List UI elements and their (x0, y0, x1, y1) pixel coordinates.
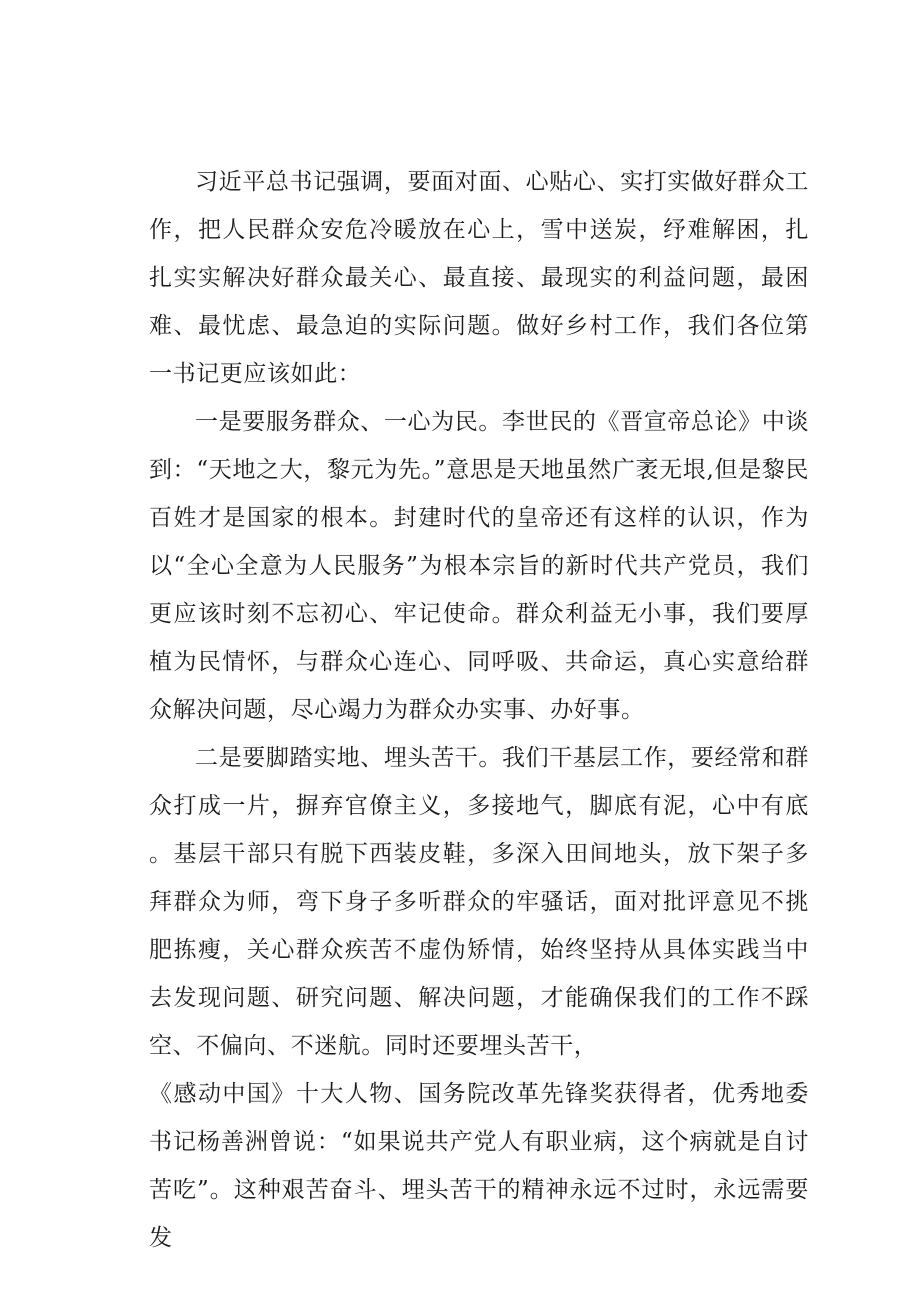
paragraph-serve-the-people: 一是要服务群众、一心为民。李世民的《晋宣帝总论》中谈到：“天地之大，黎元为先。”意思是天地虽然广袤无垠,但是黎民百姓才是国家的根本。封建时代的皇帝还有这样的认识，作为以“全心全意为人民服务”为根本宗旨的新时代共产党员，我们更应该时刻不忘初心、牢记使命。群众利益无小事，我们要厚植为民情怀，与群众心连心、同呼吸、共命运，真心实意给群众解决问题，尽心竭力为群众办实事、办好事。 (149, 409, 809, 723)
paragraph-intro: 习近平总书记强调，要面对面、心贴心、实打实做好群众工作，把人民群众安危冷暖放在心上，雪中送炭，纾难解困，扎扎实实解决好群众最关心、最直接、最现实的利益问题，最困难、最忧虑、最急迫的实际问题。做好乡村工作，我们各位第一书记更应该如此： (149, 169, 809, 387)
document-body (149, 158, 809, 1262)
paragraph-down-to-earth: 二是要脚踏实地、埋头苦干。我们干基层工作，要经常和群众打成一片，摒弃官僚主义，多接地气，脚底有泥，心中有底。基层干部只有脱下西装皮鞋，多深入田间地头，放下架子多拜群众为师，弯下身子多听群众的牢骚话，面对批评意见不挑肥拣瘦，关心群众疾苦不虚伪矫情，始终坚持从具体实践当中去发现问题、研究问题、解决问题，才能确保我们的工作不踩空、不偏向、不迷航。同时还要埋头苦干， (149, 745, 809, 1059)
paragraph-yang-shanzhou-quote: 《感动中国》十大人物、国务院改革先锋奖获得者，优秀地委书记杨善洲曾说：“如果说共产党人有职业病，这个病就是自讨苦吃”。这种艰苦奋斗、埋头苦干的精神永远不过时，永远需要发 (149, 1081, 809, 1251)
